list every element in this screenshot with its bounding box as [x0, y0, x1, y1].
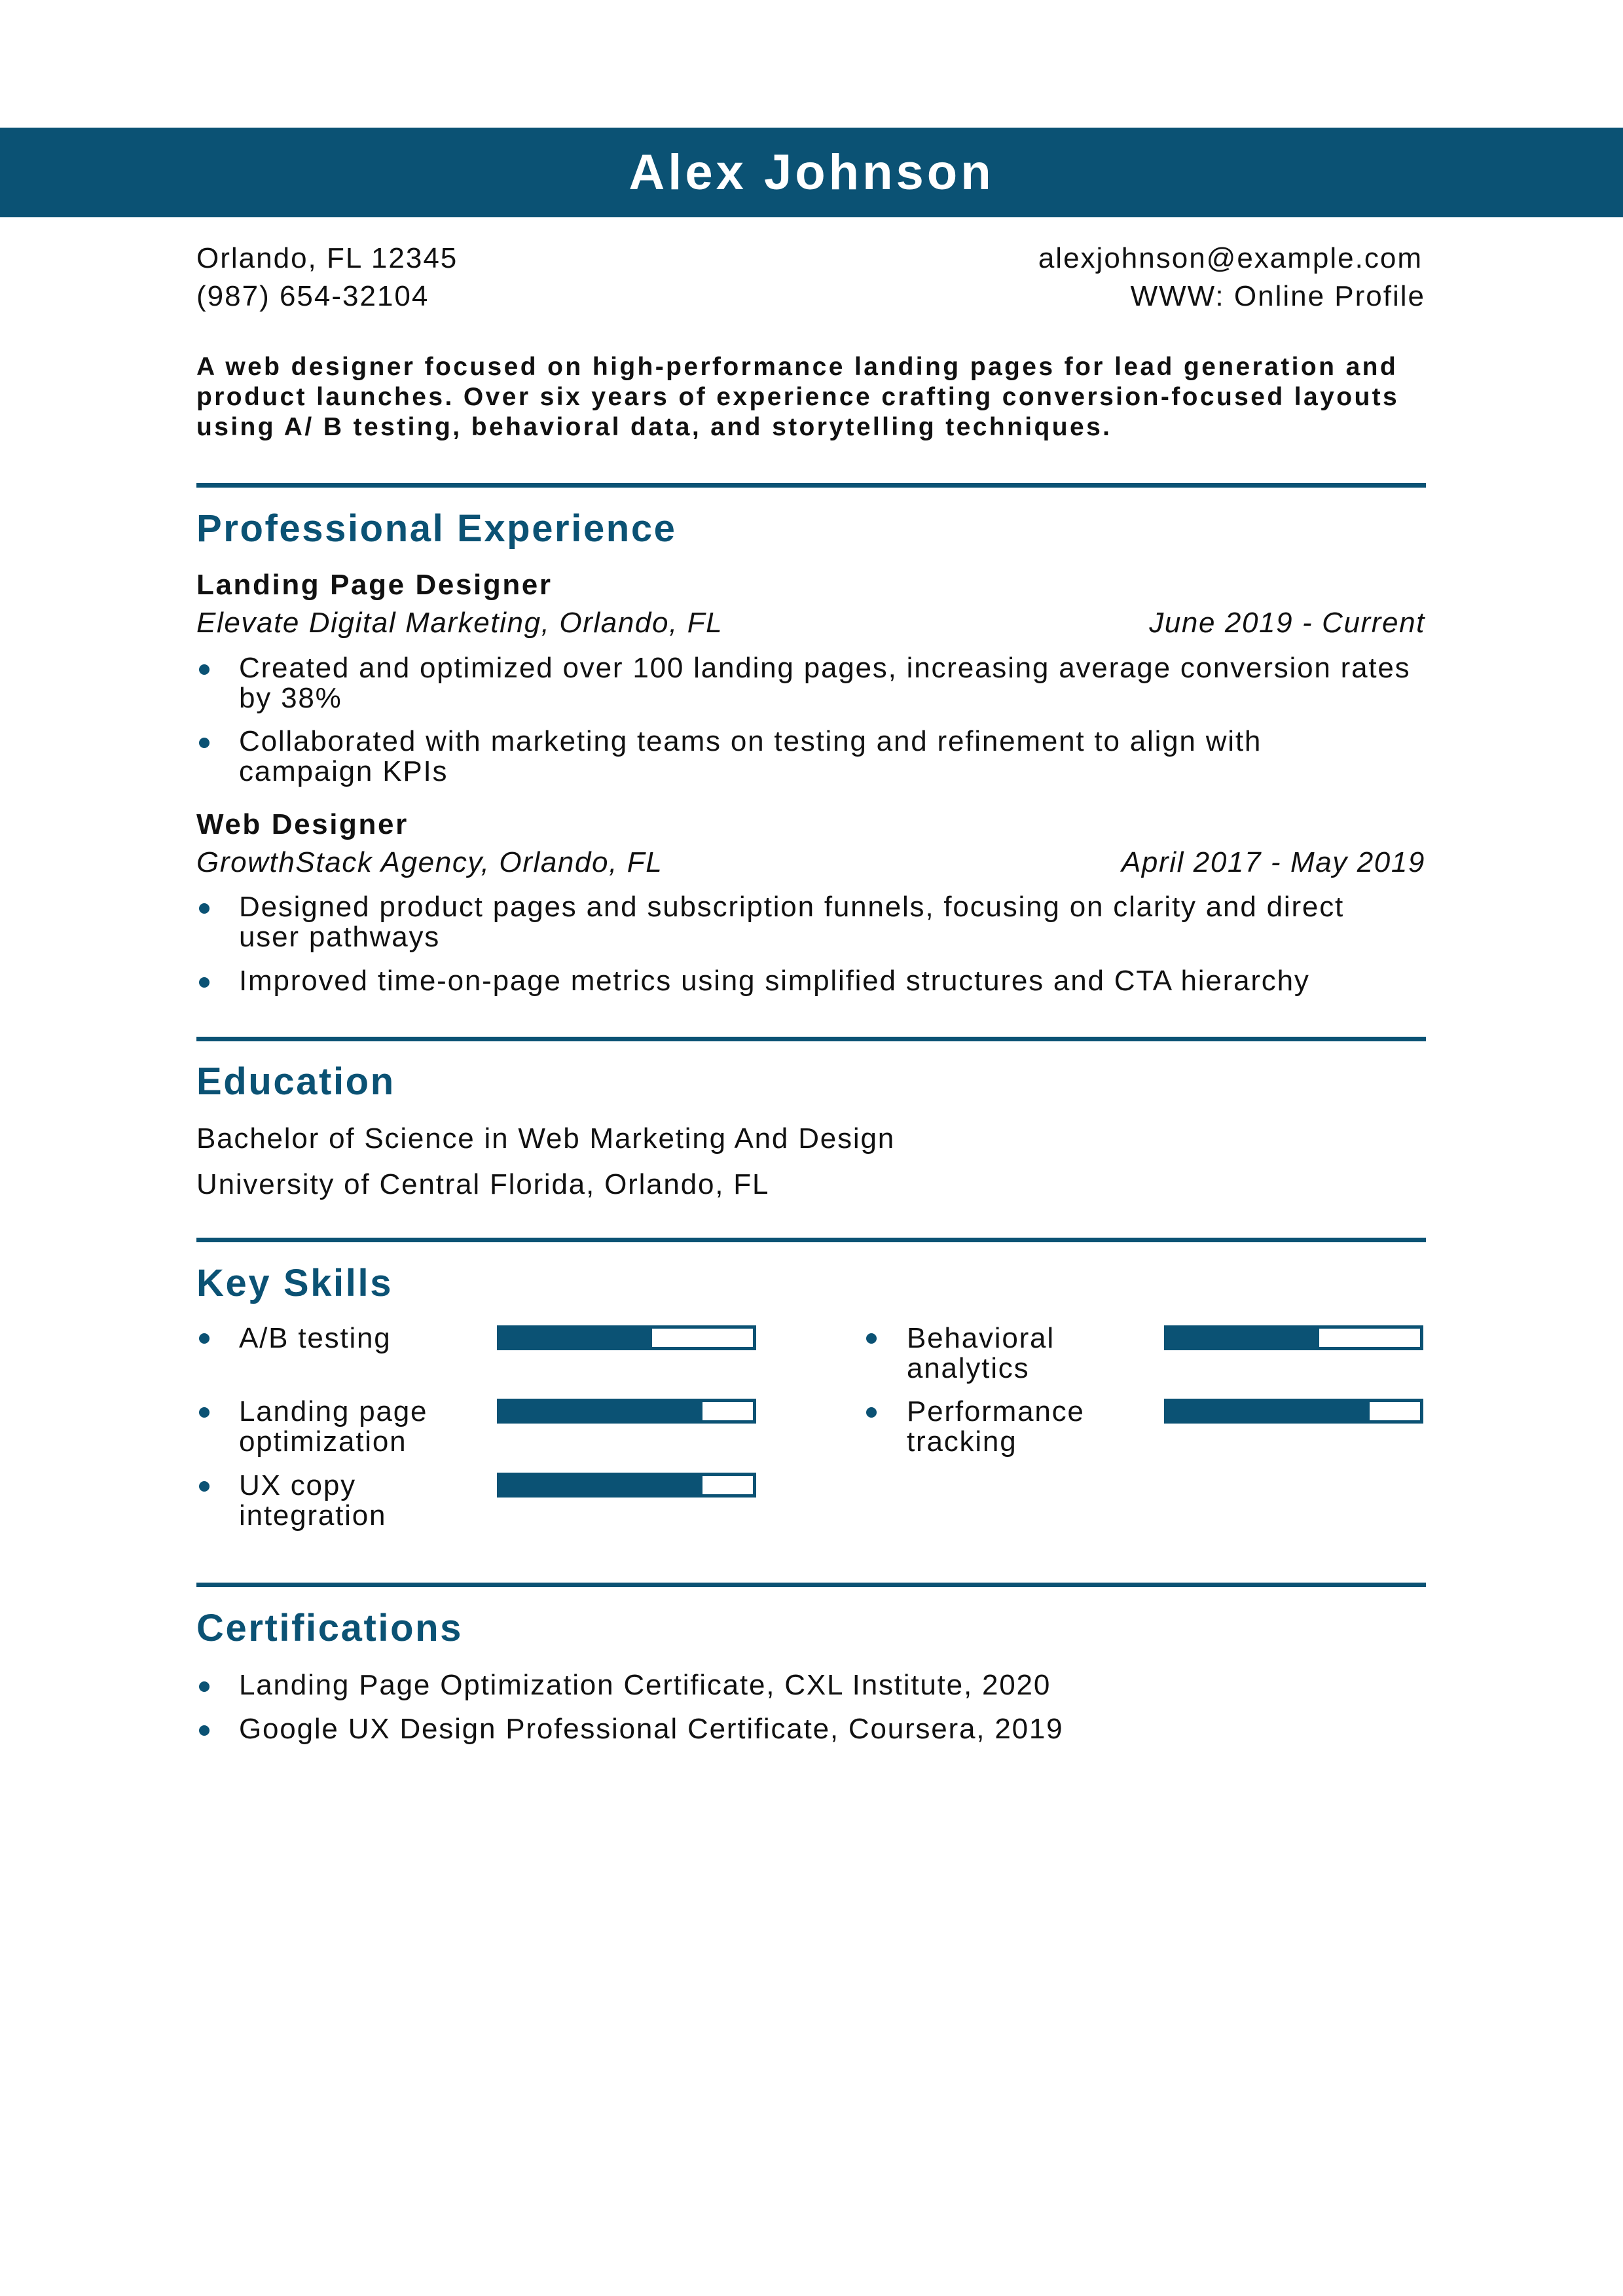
contact-email[interactable]: alexjohnson@example.com — [1038, 242, 1423, 274]
name-banner — [0, 128, 1623, 217]
job-bullet: Designed product pages and subscription funnels, focusing on clarity and direct user pathways — [239, 891, 1345, 953]
section-divider — [196, 483, 1426, 488]
bullet-dot — [199, 1725, 210, 1736]
certification-item: Landing Page Optimization Certificate, CXL Institute, 2020 — [239, 1669, 1051, 1701]
bullet-dot — [199, 1681, 210, 1692]
skill-level-bar — [1164, 1399, 1423, 1424]
job-dates: April 2017 - May 2019 — [1121, 846, 1425, 878]
skill-name: Landing page optimization — [239, 1395, 428, 1458]
bullet-dot — [866, 1333, 877, 1344]
skill-name: A/B testing — [239, 1322, 392, 1354]
skills-heading: Key Skills — [196, 1262, 393, 1304]
education-heading: Education — [196, 1060, 395, 1103]
skill-level-fill — [1167, 1329, 1319, 1347]
job-bullet: Improved time-on-page metrics using simplified structures and CTA hierarchy — [239, 965, 1310, 997]
profile-summary: A web designer focused on high-performance landing pages for lead generation and product launches. Over six years of experience crafting conversion-focused layouts using A/ B testing, behavioral data, and storytelling techniques. — [196, 353, 1400, 441]
experience-heading: Professional Experience — [196, 507, 677, 550]
section-divider — [196, 1037, 1426, 1041]
skill-name: Behavioral analytics — [907, 1322, 1055, 1384]
certification-item: Google UX Design Professional Certificate, Coursera, 2019 — [239, 1713, 1064, 1745]
skill-level-fill — [500, 1402, 702, 1420]
skill-level-fill — [500, 1329, 652, 1347]
skill-level-fill — [500, 1476, 702, 1494]
education-school: University of Central Florida, Orlando, FL — [196, 1168, 770, 1200]
skill-level-bar — [497, 1399, 756, 1424]
bullet-dot — [199, 664, 210, 675]
bullet-dot — [199, 977, 210, 988]
bullet-dot — [199, 1407, 210, 1418]
contact-location: Orlando, FL 12345 — [196, 242, 458, 274]
skill-level-bar — [1164, 1325, 1423, 1350]
section-divider — [196, 1238, 1426, 1242]
skill-name: UX copy integration — [239, 1469, 387, 1532]
skill-level-fill — [1167, 1402, 1370, 1420]
education-degree: Bachelor of Science in Web Marketing And Design — [196, 1122, 895, 1155]
job-title: Web Designer — [196, 808, 409, 840]
bullet-dot — [199, 1333, 210, 1344]
certifications-heading: Certifications — [196, 1607, 464, 1649]
skill-level-bar — [497, 1473, 756, 1498]
bullet-dot — [199, 903, 210, 914]
job-dates: June 2019 - Current — [1149, 607, 1425, 639]
candidate-name: Alex Johnson — [629, 145, 994, 200]
contact-profile-link[interactable]: WWW: Online Profile — [1130, 280, 1425, 312]
bullet-dot — [199, 738, 210, 748]
skill-level-bar — [497, 1325, 756, 1350]
contact-phone: (987) 654-32104 — [196, 280, 429, 312]
job-bullet: Collaborated with marketing teams on testing and refinement to align with campaign KPIs — [239, 725, 1262, 787]
job-company: GrowthStack Agency, Orlando, FL — [196, 846, 663, 878]
job-title: Landing Page Designer — [196, 569, 553, 601]
job-company: Elevate Digital Marketing, Orlando, FL — [196, 607, 723, 639]
bullet-dot — [866, 1407, 877, 1418]
skill-name: Performance tracking — [907, 1395, 1085, 1458]
bullet-dot — [199, 1481, 210, 1492]
job-bullet: Created and optimized over 100 landing pages, increasing average conversion rates by 38% — [239, 652, 1411, 714]
section-divider — [196, 1583, 1426, 1587]
